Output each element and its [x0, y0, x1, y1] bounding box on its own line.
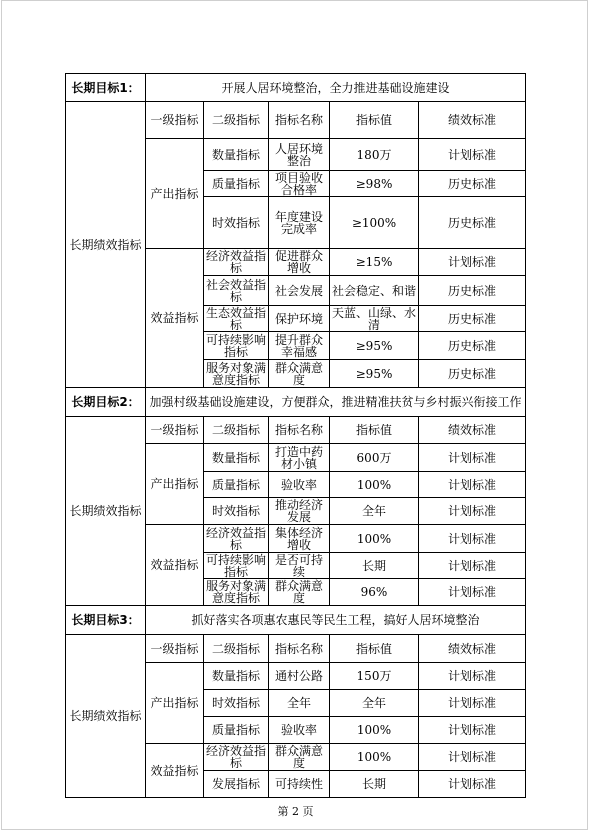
indicator-value: 长期 — [330, 553, 419, 579]
indicator-name: 是否可持续 — [269, 553, 330, 579]
indicator-standard: 计划标准 — [419, 553, 526, 579]
standard-header: 绩效标准 — [419, 417, 526, 444]
indicator-value: ≥100% — [330, 197, 419, 249]
level2-cell: 经济效益指标 — [204, 744, 269, 771]
indicator-value: 600万 — [330, 444, 419, 472]
indicator-standard: 计划标准 — [419, 249, 526, 276]
indicator-name: 推动经济发展 — [269, 498, 330, 525]
indicator-standard: 计划标准 — [419, 717, 526, 744]
goal-row — [66, 388, 526, 417]
goal-label: 长期目标3： — [66, 606, 146, 635]
level1-header: 一级指标 — [146, 102, 204, 139]
indicator-name: 全年 — [269, 690, 330, 717]
indicator-standard: 计划标准 — [419, 525, 526, 553]
level2-cell: 服务对象满意度指标 — [204, 579, 269, 606]
header-row — [66, 417, 526, 444]
indicator-value: 96% — [330, 579, 419, 606]
indicator-name: 群众满意度 — [269, 744, 330, 771]
perf-indicator-label: 长期绩效指标 — [66, 417, 146, 606]
output-indicator-label: 产出指标 — [146, 444, 204, 525]
indicator-value: 180万 — [330, 139, 419, 171]
output-indicator-label: 产出指标 — [146, 663, 204, 744]
indicator-name: 群众满意度 — [269, 579, 330, 606]
indicator-value: 长期 — [330, 771, 419, 798]
indicator-value: ≥98% — [330, 171, 419, 197]
level2-cell: 质量指标 — [204, 717, 269, 744]
goal-label: 长期目标1： — [66, 74, 146, 102]
indicator-standard: 历史标准 — [419, 306, 526, 332]
name-header: 指标名称 — [269, 635, 330, 663]
standard-header: 绩效标准 — [419, 102, 526, 139]
indicator-value: ≥95% — [330, 360, 419, 388]
indicator-name: 可持续性 — [269, 771, 330, 798]
goal-text: 加强村级基础设施建设，方便群众，推进精准扶贫与乡村振兴衔接工作 — [146, 388, 526, 417]
level1-header: 一级指标 — [146, 417, 204, 444]
level2-cell: 服务对象满意度指标 — [204, 360, 269, 388]
indicator-standard: 计划标准 — [419, 444, 526, 472]
level2-cell: 时效指标 — [204, 690, 269, 717]
indicator-standard: 计划标准 — [419, 771, 526, 798]
indicator-standard: 历史标准 — [419, 171, 526, 197]
indicator-standard: 计划标准 — [419, 579, 526, 606]
indicator-value: 社会稳定、和谐 — [330, 276, 419, 306]
level2-cell: 数量指标 — [204, 139, 269, 171]
performance-table — [65, 73, 526, 798]
indicator-value: 100% — [330, 472, 419, 498]
indicator-name: 促进群众增收 — [269, 249, 330, 276]
benefit-indicator-label: 效益指标 — [146, 744, 204, 798]
level2-cell: 时效指标 — [204, 197, 269, 249]
indicator-name: 打造中药材小镇 — [269, 444, 330, 472]
indicator-standard: 计划标准 — [419, 690, 526, 717]
goal-text: 开展人居环境整治，全力推进基础设施建设 — [146, 74, 526, 102]
indicator-name: 群众满意度 — [269, 360, 330, 388]
indicator-standard: 计划标准 — [419, 663, 526, 690]
indicator-value: ≥95% — [330, 332, 419, 360]
level2-cell: 数量指标 — [204, 444, 269, 472]
indicator-standard: 历史标准 — [419, 197, 526, 249]
indicator-standard: 计划标准 — [419, 498, 526, 525]
name-header: 指标名称 — [269, 417, 330, 444]
indicator-name: 社会发展 — [269, 276, 330, 306]
goal-label: 长期目标2： — [66, 388, 146, 417]
level2-cell: 经济效益指标 — [204, 525, 269, 553]
perf-indicator-label: 长期绩效指标 — [66, 635, 146, 798]
indicator-name: 验收率 — [269, 717, 330, 744]
level2-header: 二级指标 — [204, 635, 269, 663]
indicator-name: 验收率 — [269, 472, 330, 498]
level2-cell: 质量指标 — [204, 171, 269, 197]
indicator-value: ≥15% — [330, 249, 419, 276]
level2-cell: 时效指标 — [204, 498, 269, 525]
value-header: 指标值 — [330, 635, 419, 663]
indicator-name: 年度建设完成率 — [269, 197, 330, 249]
level2-cell: 经济效益指标 — [204, 249, 269, 276]
goal-row — [66, 606, 526, 635]
indicator-standard: 计划标准 — [419, 139, 526, 171]
level2-cell: 数量指标 — [204, 663, 269, 690]
perf-indicator-label: 长期绩效指标 — [66, 102, 146, 388]
level2-cell: 社会效益指标 — [204, 276, 269, 306]
indicator-name: 人居环境整治 — [269, 139, 330, 171]
page-number: 第 2 页 — [277, 805, 314, 818]
indicator-value: 全年 — [330, 498, 419, 525]
value-header: 指标值 — [330, 102, 419, 139]
header-row — [66, 102, 526, 139]
indicator-name: 保护环境 — [269, 306, 330, 332]
indicator-value: 全年 — [330, 690, 419, 717]
indicator-value: 100% — [330, 525, 419, 553]
benefit-indicator-label: 效益指标 — [146, 525, 204, 606]
indicator-value: 天蓝、山绿、水清 — [330, 306, 419, 332]
benefit-indicator-label: 效益指标 — [146, 249, 204, 388]
indicator-standard: 计划标准 — [419, 744, 526, 771]
indicator-standard: 历史标准 — [419, 360, 526, 388]
indicator-name: 通村公路 — [269, 663, 330, 690]
level2-cell: 可持续影响指标 — [204, 332, 269, 360]
goal-text: 抓好落实各项惠农惠民等民生工程，搞好人居环境整治 — [146, 606, 526, 635]
level2-header: 二级指标 — [204, 102, 269, 139]
indicator-name: 提升群众幸福感 — [269, 332, 330, 360]
level2-header: 二级指标 — [204, 417, 269, 444]
indicator-name: 集体经济增收 — [269, 525, 330, 553]
level2-cell: 可持续影响指标 — [204, 553, 269, 579]
indicator-value: 100% — [330, 717, 419, 744]
indicator-standard: 计划标准 — [419, 472, 526, 498]
indicator-standard: 历史标准 — [419, 276, 526, 306]
level1-header: 一级指标 — [146, 635, 204, 663]
indicator-name: 项目验收合格率 — [269, 171, 330, 197]
indicator-standard: 历史标准 — [419, 332, 526, 360]
value-header: 指标值 — [330, 417, 419, 444]
goal-row — [66, 74, 526, 102]
header-row — [66, 635, 526, 663]
indicator-value: 100% — [330, 744, 419, 771]
indicator-value: 150万 — [330, 663, 419, 690]
level2-cell: 质量指标 — [204, 472, 269, 498]
standard-header: 绩效标准 — [419, 635, 526, 663]
level2-cell: 发展指标 — [204, 771, 269, 798]
name-header: 指标名称 — [269, 102, 330, 139]
level2-cell: 生态效益指标 — [204, 306, 269, 332]
output-indicator-label: 产出指标 — [146, 139, 204, 249]
